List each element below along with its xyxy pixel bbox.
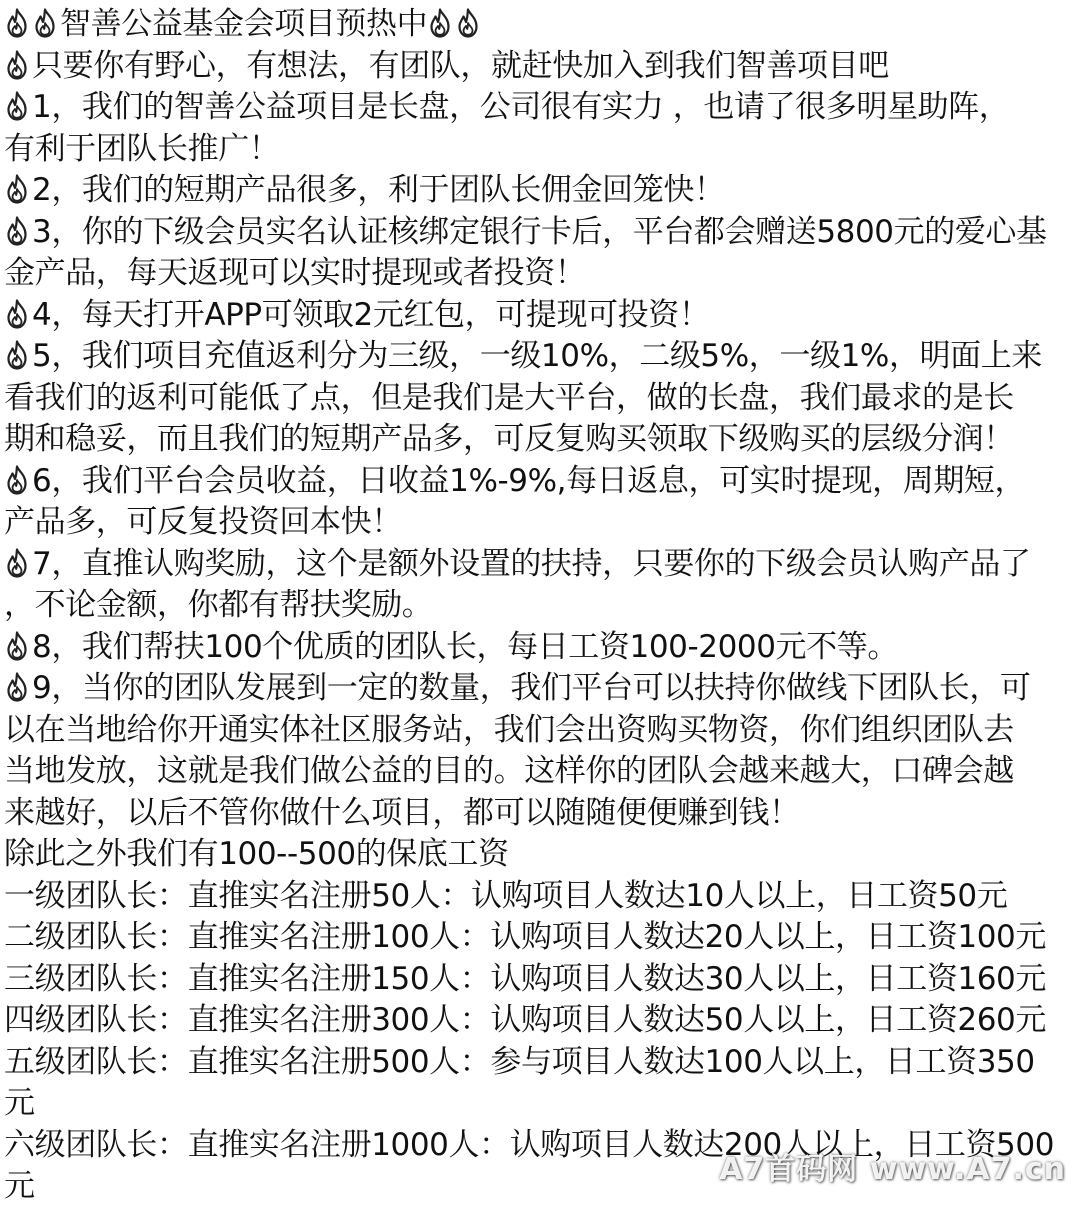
text-line xyxy=(4,4,1076,46)
text-line xyxy=(4,461,1076,503)
text-line xyxy=(4,917,1076,959)
text-line-content: ，不论金额，你都有帮扶奖励。 xyxy=(4,587,433,623)
text-line-content: 元 xyxy=(4,1085,35,1121)
text-line-content: 有利于团队长推广！ xyxy=(4,130,280,167)
fire-icon xyxy=(455,8,481,38)
fire-icon xyxy=(4,340,30,370)
watermark: A7首码网 www.A7.cn xyxy=(719,1152,1066,1187)
text-line xyxy=(4,129,1076,171)
fire-icon xyxy=(4,216,30,246)
fire-icon xyxy=(4,631,30,661)
fire-icon xyxy=(4,174,30,204)
text-line-content: 7，直推认购奖励，这个是额外设置的扶持，只要你的下级会员认购产品了 xyxy=(32,545,1031,582)
fire-icon xyxy=(427,8,453,38)
fire-icon xyxy=(4,548,30,578)
text-line-content: 智善公益基金会项目预热中 xyxy=(60,6,428,42)
text-line xyxy=(4,295,1076,337)
text-line xyxy=(4,1000,1076,1042)
text-line xyxy=(4,378,1076,420)
text-line xyxy=(4,544,1076,586)
text-line-content: 8，我们帮扶100个优质的团队长，每日工资100-2000元不等。 xyxy=(32,628,898,665)
fire-icon xyxy=(32,8,58,38)
text-line xyxy=(4,46,1076,88)
text-line xyxy=(4,1042,1076,1084)
text-line xyxy=(4,751,1076,793)
text-line-content: 期和稳妥，而且我们的短期产品多，可反复购买领取下级购买的层级分润！ xyxy=(4,421,1014,457)
text-line-content: 2，我们的短期产品很多，利于团队长佣金回笼快！ xyxy=(32,172,725,208)
text-line xyxy=(4,419,1076,461)
text-line xyxy=(4,710,1076,752)
text-line xyxy=(4,87,1076,129)
text-line-content: 5，我们项目充值返利分为三级，一级10%，二级5%，一级1%，明面上来 xyxy=(32,338,1042,374)
text-line-content: 以在当地给你开通实体社区服务站，我们会出资购买物资，你们组织团队去 xyxy=(4,711,1014,748)
text-line-content: 五级团队长：直推实名注册500人：参与项目人数达100人以上，日工资350 xyxy=(4,1043,1035,1080)
fire-icon xyxy=(4,672,30,702)
text-line-content: 元 xyxy=(4,1168,35,1204)
text-line xyxy=(4,253,1076,295)
fire-icon xyxy=(4,8,30,38)
text-line-content: 金产品，每天返现可以实时提现或者投资！ xyxy=(4,255,586,291)
text-line-content: 6，我们平台会员收益，日收益1%-9%,每日返息，可实时提现，周期短， xyxy=(32,462,1026,499)
text-line-content: 六级团队长：直推实名注册1000人：认购项目人数达200人以上，日工资500 xyxy=(4,1126,1055,1163)
text-line-content: 二级团队长：直推实名注册100人：认购项目人数达20人以上，日工资100元 xyxy=(4,919,1046,955)
text-line-content: 除此之外我们有100--500的保底工资 xyxy=(4,836,509,872)
text-line xyxy=(4,793,1076,835)
text-line xyxy=(4,1083,1076,1125)
text-line xyxy=(4,585,1076,627)
text-line xyxy=(4,336,1076,378)
text-line-content: 来越好，以后不管你做什么项目，都可以随随便便赚到钱！ xyxy=(4,794,800,831)
text-line xyxy=(4,959,1076,1001)
text-line-content: 只要你有野心，有想法，有团队，就赶快加入到我们智善项目吧 xyxy=(32,47,889,84)
text-line-content: 3，你的下级会员实名认证核绑定银行卡后，平台都会赠送5800元的爱心基 xyxy=(32,213,1047,250)
text-line xyxy=(4,876,1076,918)
text-line xyxy=(4,212,1076,254)
text-line-content: 一级团队长：直推实名注册50人：认购项目人数达10人以上，日工资50元 xyxy=(4,877,1008,914)
text-line xyxy=(4,170,1076,212)
text-line-content: 当地发放，这就是我们做公益的目的。这样你的团队会越来越大，口碑会越 xyxy=(4,753,1014,789)
text-line-content: 1，我们的智善公益项目是长盘，公司很有实力 ，也请了很多明星助阵， xyxy=(32,89,1010,125)
text-line-content: 三级团队长：直推实名注册150人：认购项目人数达30人以上，日工资160元 xyxy=(4,960,1046,997)
text-line xyxy=(4,834,1076,876)
fire-icon xyxy=(4,299,30,329)
text-line-content: 9，当你的团队发展到一定的数量，我们平台可以扶持你做线下团队长，可 xyxy=(32,670,1031,706)
text-line xyxy=(4,627,1076,669)
text-line xyxy=(4,502,1076,544)
text-line-content: 4，每天打开APP可领取2元红包，可提现可投资！ xyxy=(32,296,710,333)
text-line-content: 看我们的返利可能低了点，但是我们是大平台，做的长盘，我们最求的是长 xyxy=(4,379,1014,416)
text-line-content: 产品多，可反复投资回本快！ xyxy=(4,504,402,540)
text-line-content: 四级团队长：直推实名注册300人：认购项目人数达50人以上，日工资260元 xyxy=(4,1002,1046,1038)
fire-icon xyxy=(4,50,30,80)
fire-icon xyxy=(4,465,30,495)
fire-icon xyxy=(4,91,30,121)
text-line xyxy=(4,668,1076,710)
